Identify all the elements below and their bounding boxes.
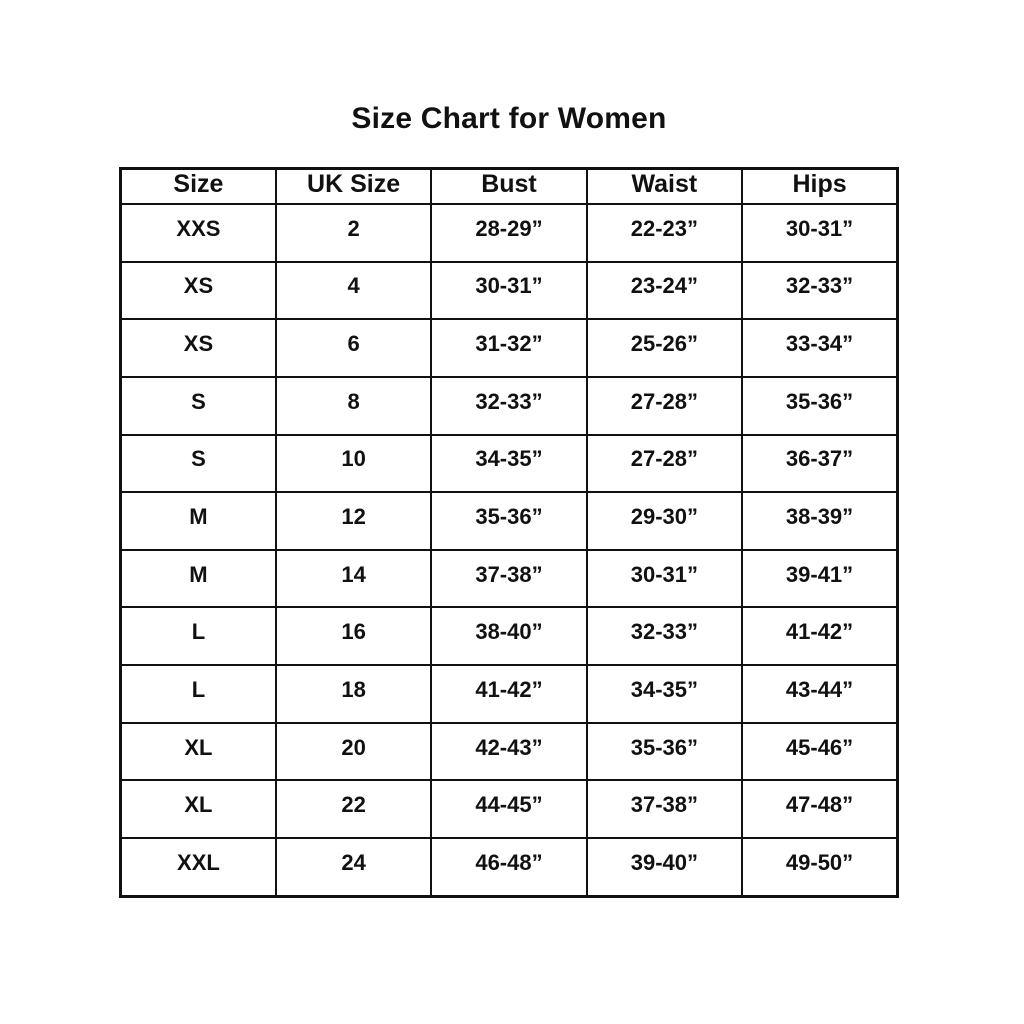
table-row xyxy=(121,377,898,435)
size-chart-table xyxy=(119,167,899,898)
table-cell: M xyxy=(121,492,276,550)
table-cell: XXS xyxy=(121,204,276,262)
table-cell: 36-37” xyxy=(742,435,897,493)
table-row xyxy=(121,492,898,550)
table-cell: L xyxy=(121,665,276,723)
table-cell: XL xyxy=(121,780,276,838)
table-header xyxy=(121,169,898,205)
table-cell: 38-40” xyxy=(431,607,586,665)
table-cell: 10 xyxy=(276,435,431,493)
table-row xyxy=(121,550,898,608)
table-cell: 28-29” xyxy=(431,204,586,262)
column-header-waist: Waist xyxy=(587,169,742,205)
table-cell: 34-35” xyxy=(587,665,742,723)
table-cell: 2 xyxy=(276,204,431,262)
table-cell: 30-31” xyxy=(587,550,742,608)
table-cell: XS xyxy=(121,319,276,377)
table-cell: 16 xyxy=(276,607,431,665)
table-cell: L xyxy=(121,607,276,665)
table-cell: 27-28” xyxy=(587,435,742,493)
table-cell: 35-36” xyxy=(587,723,742,781)
column-header-uk-size: UK Size xyxy=(276,169,431,205)
table-cell: M xyxy=(121,550,276,608)
table-cell: 22 xyxy=(276,780,431,838)
column-header-bust: Bust xyxy=(431,169,586,205)
chart-title: Size Chart for Women xyxy=(351,102,667,135)
table-cell: 6 xyxy=(276,319,431,377)
table-cell: XXL xyxy=(121,838,276,896)
table-cell: 31-32” xyxy=(431,319,586,377)
table-cell: 39-41” xyxy=(742,550,897,608)
table-row xyxy=(121,607,898,665)
table-row xyxy=(121,319,898,377)
table-cell: 8 xyxy=(276,377,431,435)
table-cell: 49-50” xyxy=(742,838,897,896)
column-header-hips: Hips xyxy=(742,169,897,205)
table-cell: 14 xyxy=(276,550,431,608)
table-cell: XS xyxy=(121,262,276,320)
table-row xyxy=(121,723,898,781)
table-cell: 20 xyxy=(276,723,431,781)
table-cell: 37-38” xyxy=(431,550,586,608)
table-row xyxy=(121,262,898,320)
table-cell: 12 xyxy=(276,492,431,550)
table-cell: 23-24” xyxy=(587,262,742,320)
table-cell: 24 xyxy=(276,838,431,896)
table-cell: 18 xyxy=(276,665,431,723)
table-cell: 30-31” xyxy=(742,204,897,262)
table-cell: 29-30” xyxy=(587,492,742,550)
table-cell: XL xyxy=(121,723,276,781)
table-cell: 47-48” xyxy=(742,780,897,838)
table-cell: 22-23” xyxy=(587,204,742,262)
table-cell: 42-43” xyxy=(431,723,586,781)
table-cell: 4 xyxy=(276,262,431,320)
table-row xyxy=(121,665,898,723)
table-body xyxy=(121,204,898,897)
table-cell: 25-26” xyxy=(587,319,742,377)
header-row xyxy=(121,169,898,205)
table-cell: 30-31” xyxy=(431,262,586,320)
table-cell: 33-34” xyxy=(742,319,897,377)
table-cell: 35-36” xyxy=(742,377,897,435)
table-cell: S xyxy=(121,435,276,493)
table-cell: 35-36” xyxy=(431,492,586,550)
column-header-size: Size xyxy=(121,169,276,205)
table-cell: 34-35” xyxy=(431,435,586,493)
table-row xyxy=(121,838,898,896)
table-cell: 41-42” xyxy=(431,665,586,723)
table-cell: 32-33” xyxy=(587,607,742,665)
table-cell: 32-33” xyxy=(742,262,897,320)
table-cell: 37-38” xyxy=(587,780,742,838)
table-cell: 41-42” xyxy=(742,607,897,665)
table-cell: 43-44” xyxy=(742,665,897,723)
table-cell: 38-39” xyxy=(742,492,897,550)
table-cell: S xyxy=(121,377,276,435)
table-row xyxy=(121,435,898,493)
table-cell: 46-48” xyxy=(431,838,586,896)
table-row xyxy=(121,204,898,262)
table-cell: 27-28” xyxy=(587,377,742,435)
table-row xyxy=(121,780,898,838)
table-cell: 32-33” xyxy=(431,377,586,435)
table-cell: 45-46” xyxy=(742,723,897,781)
table-cell: 39-40” xyxy=(587,838,742,896)
table-cell: 44-45” xyxy=(431,780,586,838)
